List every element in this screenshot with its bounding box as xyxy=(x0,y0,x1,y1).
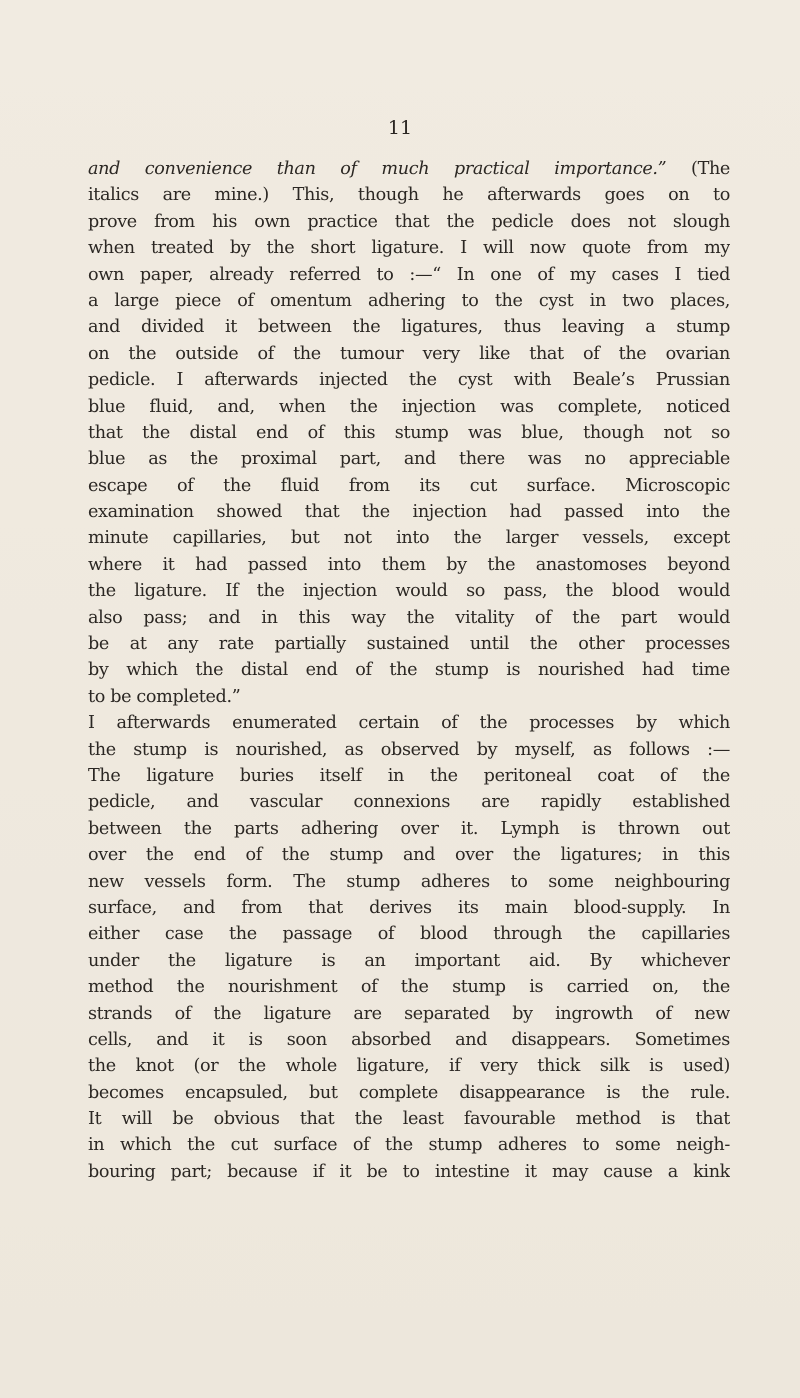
text-line: where it had passed into them by the anastomoses beyond xyxy=(88,554,730,575)
text-line: under the ligature is an important aid. By whichever xyxy=(88,950,730,971)
text-line: the knot (or the whole ligature, if very thick silk is used) xyxy=(88,1056,730,1077)
text-line: pedicle, and vascular connexions are rapidly established xyxy=(88,792,730,813)
text-line: over the end of the stump and over the ligatures; in this xyxy=(88,845,730,866)
text-line: also pass; and in this way the vitality of the part would xyxy=(88,607,730,628)
text-line: a large piece of omentum adhering to the cyst in two places, xyxy=(88,290,730,311)
text-line: prove from his own practice that the pedicle does not slough xyxy=(88,211,730,232)
body-text xyxy=(88,156,730,1185)
text-line: and convenience than of much practical importance.” (The xyxy=(88,159,730,179)
text-line: It will be obvious that the least favourable method is that xyxy=(88,1109,730,1130)
text-line: becomes encapsuled, but complete disappearance is the rule. xyxy=(88,1082,730,1103)
text-line: surface, and from that derives its main blood-supply. In xyxy=(88,897,730,918)
text-line: in which the cut surface of the stump adheres to some neigh- xyxy=(88,1135,730,1156)
text-line: italics are mine.) This, though he afterwards goes on to xyxy=(88,185,730,206)
page-number: 11 xyxy=(387,117,413,139)
text-line: and divided it between the ligatures, thus leaving a stump xyxy=(88,317,730,338)
text-line: blue fluid, and, when the injection was complete, noticed xyxy=(88,396,730,417)
text-line: pedicle. I afterwards injected the cyst with Beale’s Prussian xyxy=(88,370,730,391)
text-line: cells, and it is soon absorbed and disappears. Sometimes xyxy=(88,1029,730,1050)
text-line: be at any rate partially sustained until the other processes xyxy=(88,634,730,655)
text-line: the stump is nourished, as observed by myself, as follows :— xyxy=(88,739,730,760)
text-line: new vessels form. The stump adheres to some neighbouring xyxy=(88,871,730,892)
text-line: examination showed that the injection had passed into the xyxy=(88,502,730,523)
text-line: The ligature buries itself in the peritoneal coat of the xyxy=(88,765,730,786)
text-line: by which the distal end of the stump is nourished had time xyxy=(88,660,730,681)
text-line: either case the passage of blood through the capillaries xyxy=(88,924,730,945)
italic-quote: and convenience than of much practical importance.” xyxy=(88,159,667,179)
text-line: method the nourishment of the stump is carried on, the xyxy=(88,977,730,998)
text-line: minute capillaries, but not into the larger vessels, except xyxy=(88,528,730,549)
text-line: the ligature. If the injection would so pass, the blood would xyxy=(88,581,730,602)
text-line: to be completed.” xyxy=(88,686,241,707)
text-line: own paper, already referred to :—“ In one of my cases I tied xyxy=(88,264,730,285)
text-line: bouring part; because if it be to intestine it may cause a kink xyxy=(88,1161,730,1182)
text-line: strands of the ligature are separated by ingrowth of new xyxy=(88,1003,730,1024)
text-line: escape of the fluid from its cut surface. Microscopic xyxy=(88,475,730,496)
text-line: blue as the proximal part, and there was no appreciable xyxy=(88,449,730,470)
text-line: that the distal end of this stump was blue, though not so xyxy=(88,422,730,443)
text-line: between the parts adhering over it. Lymph is thrown out xyxy=(88,818,730,839)
text-line: when treated by the short ligature. I will now quote from my xyxy=(88,238,730,259)
text-line: on the outside of the tumour very like that of the ovarian xyxy=(88,343,730,364)
text-line: I afterwards enumerated certain of the processes by which xyxy=(88,713,730,734)
